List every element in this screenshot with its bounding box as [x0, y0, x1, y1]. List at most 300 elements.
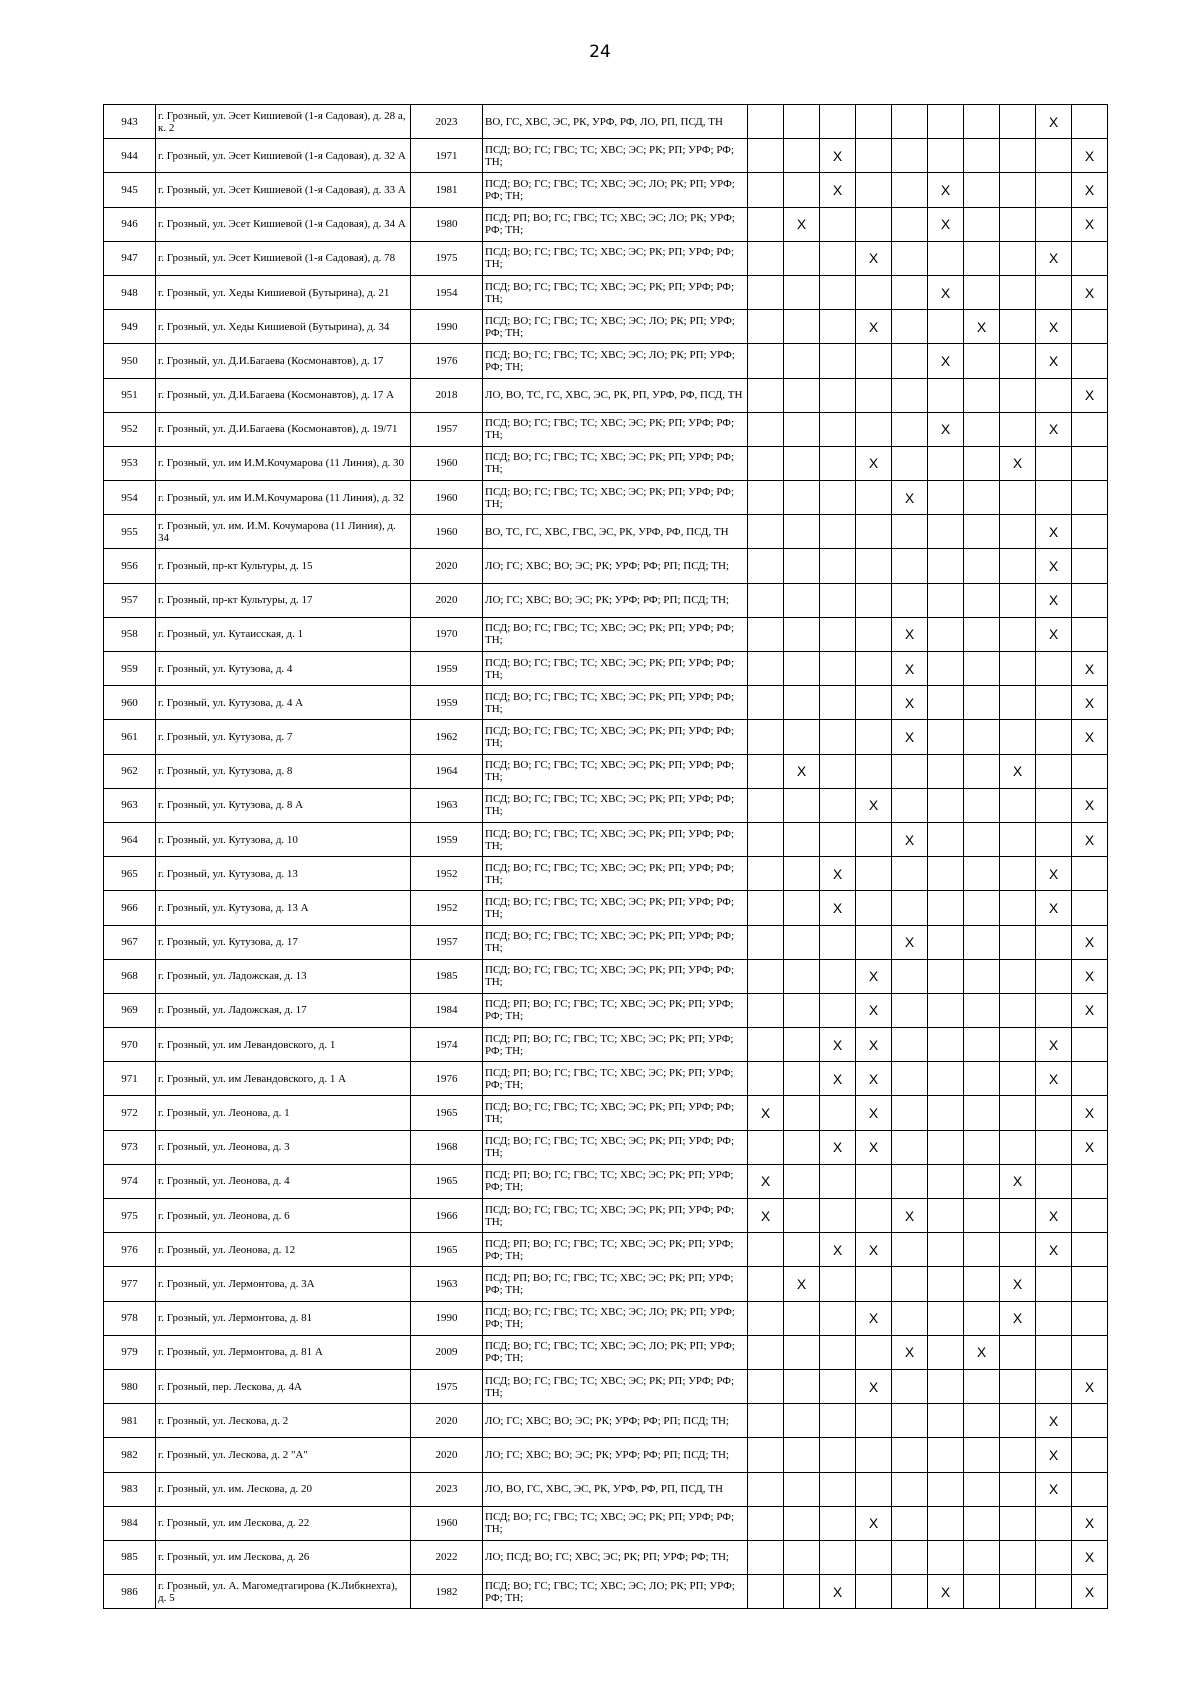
table-row: [104, 1267, 1108, 1301]
row-address: г. Грозный, ул. им И.М.Кочумарова (11 Линия), д. 30: [156, 446, 411, 480]
mark-cell-8: [1000, 378, 1036, 412]
row-number: 969: [104, 993, 156, 1027]
mark-cell-7: [964, 412, 1000, 446]
mark-cell-3: X: [820, 173, 856, 207]
mark-cell-4: [856, 344, 892, 378]
mark-cell-10: X: [1072, 788, 1108, 822]
mark-cell-1: [748, 378, 784, 412]
mark-cell-1: [748, 139, 784, 173]
mark-cell-9: [1036, 925, 1072, 959]
mark-cell-7: [964, 686, 1000, 720]
row-number: 968: [104, 959, 156, 993]
mark-cell-7: [964, 549, 1000, 583]
row-number: 986: [104, 1575, 156, 1609]
mark-cell-7: [964, 1062, 1000, 1096]
row-number: 952: [104, 412, 156, 446]
row-services: ПСД; ВО; ГС; ГВС; ТС; ХВС; ЭС; РК; РП; УРФ; РФ; ТН;: [483, 412, 748, 446]
mark-cell-5: [892, 310, 928, 344]
mark-cell-5: [892, 412, 928, 446]
row-number: 983: [104, 1472, 156, 1506]
mark-cell-4: [856, 1164, 892, 1198]
mark-cell-5: [892, 1028, 928, 1062]
mark-cell-3: [820, 1472, 856, 1506]
row-services: ЛО, ВО, ГС, ХВС, ЭС, РК, УРФ, РФ, РП, ПСД, ТН: [483, 1472, 748, 1506]
mark-cell-9: X: [1036, 1199, 1072, 1233]
mark-cell-6: [928, 1472, 964, 1506]
mark-cell-5: [892, 241, 928, 275]
mark-cell-8: [1000, 583, 1036, 617]
mark-cell-3: [820, 1096, 856, 1130]
row-number: 974: [104, 1164, 156, 1198]
mark-cell-2: [784, 241, 820, 275]
mark-cell-8: [1000, 275, 1036, 309]
row-address: г. Грозный, ул. Кутузова, д. 10: [156, 822, 411, 856]
mark-cell-1: [748, 1130, 784, 1164]
mark-cell-1: [748, 275, 784, 309]
row-number: 949: [104, 310, 156, 344]
table-row: [104, 1096, 1108, 1130]
mark-cell-7: [964, 1540, 1000, 1574]
mark-cell-8: [1000, 412, 1036, 446]
row-year: 1959: [411, 652, 483, 686]
page-number: 24: [589, 42, 611, 62]
mark-cell-4: X: [856, 959, 892, 993]
mark-cell-5: [892, 1472, 928, 1506]
mark-cell-7: [964, 1438, 1000, 1472]
row-year: 1974: [411, 1028, 483, 1062]
row-address: г. Грозный, ул. им Лескова, д. 22: [156, 1506, 411, 1540]
mark-cell-7: [964, 720, 1000, 754]
mark-cell-7: [964, 652, 1000, 686]
table-row: [104, 720, 1108, 754]
mark-cell-7: [964, 1369, 1000, 1403]
mark-cell-2: [784, 1301, 820, 1335]
mark-cell-1: [748, 583, 784, 617]
row-year: 1965: [411, 1233, 483, 1267]
mark-cell-3: [820, 959, 856, 993]
mark-cell-4: [856, 139, 892, 173]
mark-cell-8: [1000, 1199, 1036, 1233]
row-services: ПСД; ВО; ГС; ГВС; ТС; ХВС; ЭС; РК; РП; УРФ; РФ; ТН;: [483, 925, 748, 959]
mark-cell-10: [1072, 549, 1108, 583]
row-address: г. Грозный, ул. Эсет Кишиевой (1-я Садовая), д. 32 А: [156, 139, 411, 173]
mark-cell-2: [784, 720, 820, 754]
table-row: [104, 959, 1108, 993]
mark-cell-2: [784, 617, 820, 651]
mark-cell-4: [856, 207, 892, 241]
mark-cell-10: X: [1072, 1506, 1108, 1540]
mark-cell-2: [784, 344, 820, 378]
row-year: 1959: [411, 686, 483, 720]
mark-cell-10: [1072, 1335, 1108, 1369]
mark-cell-7: [964, 1096, 1000, 1130]
row-services: ПСД; ВО; ГС; ГВС; ТС; ХВС; ЭС; РК; РП; УРФ; РФ; ТН;: [483, 481, 748, 515]
mark-cell-4: [856, 925, 892, 959]
mark-cell-8: [1000, 959, 1036, 993]
table-row: [104, 857, 1108, 891]
table-row: [104, 925, 1108, 959]
mark-cell-4: [856, 1335, 892, 1369]
row-address: г. Грозный, пр-кт Культуры, д. 17: [156, 583, 411, 617]
table-row: [104, 1062, 1108, 1096]
mark-cell-3: [820, 275, 856, 309]
row-address: г. Грозный, ул. Лермонтова, д. 81 А: [156, 1335, 411, 1369]
mark-cell-4: [856, 412, 892, 446]
mark-cell-10: [1072, 344, 1108, 378]
mark-cell-9: [1036, 686, 1072, 720]
table-row: [104, 241, 1108, 275]
mark-cell-6: [928, 378, 964, 412]
row-address: г. Грозный, ул. Кутузова, д. 4: [156, 652, 411, 686]
mark-cell-2: [784, 788, 820, 822]
table-row: [104, 1335, 1108, 1369]
row-address: г. Грозный, пер. Лескова, д. 4А: [156, 1369, 411, 1403]
mark-cell-3: [820, 925, 856, 959]
mark-cell-6: [928, 310, 964, 344]
mark-cell-5: X: [892, 652, 928, 686]
mark-cell-6: [928, 959, 964, 993]
row-address: г. Грозный, ул. Кутузова, д. 13: [156, 857, 411, 891]
mark-cell-1: [748, 549, 784, 583]
mark-cell-7: [964, 446, 1000, 480]
row-services: ПСД; ВО; ГС; ГВС; ТС; ХВС; ЭС; РК; РП; УРФ; РФ; ТН;: [483, 1130, 748, 1164]
row-address: г. Грозный, ул. Кутаисская, д. 1: [156, 617, 411, 651]
mark-cell-1: [748, 446, 784, 480]
mark-cell-6: [928, 822, 964, 856]
row-year: 1968: [411, 1130, 483, 1164]
mark-cell-4: [856, 754, 892, 788]
mark-cell-2: [784, 105, 820, 139]
row-services: ПСД; ВО; ГС; ГВС; ТС; ХВС; ЭС; РК; РП; УРФ; РФ; ТН;: [483, 686, 748, 720]
mark-cell-6: [928, 788, 964, 822]
mark-cell-5: X: [892, 481, 928, 515]
mark-cell-5: X: [892, 720, 928, 754]
mark-cell-8: [1000, 1335, 1036, 1369]
row-number: 947: [104, 241, 156, 275]
mark-cell-1: [748, 857, 784, 891]
mark-cell-8: [1000, 993, 1036, 1027]
mark-cell-9: [1036, 1267, 1072, 1301]
mark-cell-1: [748, 993, 784, 1027]
mark-cell-8: [1000, 652, 1036, 686]
mark-cell-9: [1036, 378, 1072, 412]
row-address: г. Грозный, ул. Кутузова, д. 7: [156, 720, 411, 754]
mark-cell-3: [820, 241, 856, 275]
mark-cell-5: [892, 207, 928, 241]
row-number: 971: [104, 1062, 156, 1096]
mark-cell-5: [892, 1438, 928, 1472]
mark-cell-4: [856, 583, 892, 617]
mark-cell-5: [892, 344, 928, 378]
mark-cell-4: [856, 1199, 892, 1233]
mark-cell-4: [856, 822, 892, 856]
table-row: [104, 515, 1108, 549]
mark-cell-10: X: [1072, 1540, 1108, 1574]
mark-cell-1: [748, 959, 784, 993]
mark-cell-1: [748, 412, 784, 446]
mark-cell-4: X: [856, 310, 892, 344]
mark-cell-2: [784, 1369, 820, 1403]
mark-cell-10: [1072, 857, 1108, 891]
row-address: г. Грозный, ул. Хеды Кишиевой (Бутырина), д. 34: [156, 310, 411, 344]
mark-cell-2: [784, 686, 820, 720]
mark-cell-7: [964, 1575, 1000, 1609]
mark-cell-1: [748, 1472, 784, 1506]
mark-cell-1: [748, 822, 784, 856]
mark-cell-6: [928, 481, 964, 515]
mark-cell-4: X: [856, 1096, 892, 1130]
row-services: ПСД; ВО; ГС; ГВС; ТС; ХВС; ЭС; РК; РП; УРФ; РФ; ТН;: [483, 275, 748, 309]
mark-cell-8: [1000, 788, 1036, 822]
mark-cell-5: [892, 993, 928, 1027]
row-address: г. Грозный, ул. Кутузова, д. 8 А: [156, 788, 411, 822]
row-year: 1990: [411, 310, 483, 344]
mark-cell-9: [1036, 959, 1072, 993]
mark-cell-7: [964, 1130, 1000, 1164]
table-row: [104, 207, 1108, 241]
row-year: 1959: [411, 822, 483, 856]
mark-cell-2: [784, 378, 820, 412]
mark-cell-4: [856, 857, 892, 891]
mark-cell-4: [856, 1575, 892, 1609]
mark-cell-2: [784, 1062, 820, 1096]
row-year: 1957: [411, 925, 483, 959]
row-services: ПСД; ВО; ГС; ГВС; ТС; ХВС; ЭС; РК; РП; УРФ; РФ; ТН;: [483, 652, 748, 686]
mark-cell-10: [1072, 241, 1108, 275]
mark-cell-10: X: [1072, 207, 1108, 241]
mark-cell-8: [1000, 925, 1036, 959]
mark-cell-10: [1072, 412, 1108, 446]
mark-cell-9: [1036, 207, 1072, 241]
table-row: [104, 446, 1108, 480]
table-row: [104, 1472, 1108, 1506]
table-row: [104, 549, 1108, 583]
mark-cell-7: [964, 515, 1000, 549]
mark-cell-9: [1036, 139, 1072, 173]
mark-cell-9: [1036, 173, 1072, 207]
row-year: 1975: [411, 1369, 483, 1403]
mark-cell-9: [1036, 993, 1072, 1027]
row-number: 980: [104, 1369, 156, 1403]
mark-cell-5: [892, 139, 928, 173]
mark-cell-5: X: [892, 822, 928, 856]
row-services: ПСД; ВО; ГС; ГВС; ТС; ХВС; ЭС; РК; РП; УРФ; РФ; ТН;: [483, 822, 748, 856]
mark-cell-1: [748, 1438, 784, 1472]
mark-cell-8: X: [1000, 1301, 1036, 1335]
mark-cell-3: [820, 686, 856, 720]
mark-cell-2: [784, 959, 820, 993]
row-number: 966: [104, 891, 156, 925]
row-number: 981: [104, 1404, 156, 1438]
mark-cell-10: [1072, 515, 1108, 549]
row-year: 1965: [411, 1096, 483, 1130]
mark-cell-8: [1000, 1130, 1036, 1164]
mark-cell-8: [1000, 720, 1036, 754]
row-number: 964: [104, 822, 156, 856]
row-services: ПСД; ВО; ГС; ГВС; ТС; ХВС; ЭС; РК; РП; УРФ; РФ; ТН;: [483, 446, 748, 480]
mark-cell-9: X: [1036, 105, 1072, 139]
mark-cell-9: X: [1036, 241, 1072, 275]
mark-cell-2: [784, 1199, 820, 1233]
mark-cell-8: X: [1000, 446, 1036, 480]
mark-cell-3: X: [820, 1130, 856, 1164]
table-row: [104, 686, 1108, 720]
row-year: 1954: [411, 275, 483, 309]
mark-cell-4: X: [856, 1130, 892, 1164]
mark-cell-10: [1072, 1301, 1108, 1335]
row-number: 984: [104, 1506, 156, 1540]
mark-cell-9: X: [1036, 310, 1072, 344]
mark-cell-8: [1000, 1506, 1036, 1540]
row-number: 973: [104, 1130, 156, 1164]
mark-cell-3: [820, 1199, 856, 1233]
mark-cell-10: [1072, 1062, 1108, 1096]
mark-cell-5: [892, 549, 928, 583]
mark-cell-3: [820, 617, 856, 651]
mark-cell-1: [748, 1404, 784, 1438]
mark-cell-7: [964, 617, 1000, 651]
mark-cell-2: [784, 515, 820, 549]
row-services: ПСД; ВО; ГС; ГВС; ТС; ХВС; ЭС; ЛО; РК; РП; УРФ; РФ; ТН;: [483, 310, 748, 344]
mark-cell-2: [784, 1438, 820, 1472]
mark-cell-3: [820, 446, 856, 480]
mark-cell-1: [748, 652, 784, 686]
row-address: г. Грозный, ул. им. Лескова, д. 20: [156, 1472, 411, 1506]
mark-cell-3: X: [820, 1028, 856, 1062]
row-address: г. Грозный, ул. Лескова, д. 2 "А": [156, 1438, 411, 1472]
mark-cell-1: [748, 891, 784, 925]
mark-cell-2: X: [784, 754, 820, 788]
mark-cell-1: [748, 1540, 784, 1574]
mark-cell-9: [1036, 1575, 1072, 1609]
row-services: ЛО, ВО, ТС, ГС, ХВС, ЭС, РК, РП, УРФ, РФ, ПСД, ТН: [483, 378, 748, 412]
mark-cell-10: X: [1072, 993, 1108, 1027]
mark-cell-8: [1000, 481, 1036, 515]
row-address: г. Грозный, ул. Эсет Кишиевой (1-я Садовая), д. 28 а, к. 2: [156, 105, 411, 139]
row-number: 972: [104, 1096, 156, 1130]
row-year: 1960: [411, 1506, 483, 1540]
row-services: ПСД; ВО; ГС; ГВС; ТС; ХВС; ЭС; РК; РП; УРФ; РФ; ТН;: [483, 959, 748, 993]
table-row: [104, 788, 1108, 822]
mark-cell-9: X: [1036, 891, 1072, 925]
mark-cell-1: [748, 105, 784, 139]
row-year: 1964: [411, 754, 483, 788]
mark-cell-2: [784, 925, 820, 959]
mark-cell-3: [820, 788, 856, 822]
row-year: 1952: [411, 891, 483, 925]
mark-cell-9: [1036, 788, 1072, 822]
mark-cell-2: [784, 1404, 820, 1438]
table-row: [104, 481, 1108, 515]
mark-cell-6: [928, 1096, 964, 1130]
table-row: [104, 822, 1108, 856]
row-number: 963: [104, 788, 156, 822]
mark-cell-5: [892, 1506, 928, 1540]
mark-cell-10: [1072, 1028, 1108, 1062]
mark-cell-2: X: [784, 207, 820, 241]
row-address: г. Грозный, ул. Кутузова, д. 8: [156, 754, 411, 788]
table-row: [104, 583, 1108, 617]
mark-cell-10: [1072, 1233, 1108, 1267]
row-year: 1975: [411, 241, 483, 275]
mark-cell-10: [1072, 1472, 1108, 1506]
mark-cell-3: [820, 1267, 856, 1301]
mark-cell-4: [856, 891, 892, 925]
housing-program-table: [103, 104, 1108, 1609]
mark-cell-10: X: [1072, 1575, 1108, 1609]
mark-cell-6: [928, 1438, 964, 1472]
row-address: г. Грозный, ул. А. Магомедтагирова (К.Либкнехта), д. 5: [156, 1575, 411, 1609]
mark-cell-10: [1072, 617, 1108, 651]
mark-cell-7: [964, 275, 1000, 309]
mark-cell-4: [856, 549, 892, 583]
mark-cell-5: X: [892, 1199, 928, 1233]
mark-cell-3: [820, 207, 856, 241]
row-services: ПСД; ВО; ГС; ГВС; ТС; ХВС; ЭС; РК; РП; УРФ; РФ; ТН;: [483, 891, 748, 925]
row-address: г. Грозный, ул. Ладожская, д. 17: [156, 993, 411, 1027]
mark-cell-1: [748, 1575, 784, 1609]
mark-cell-1: [748, 1369, 784, 1403]
table-row: [104, 344, 1108, 378]
mark-cell-10: X: [1072, 720, 1108, 754]
mark-cell-8: [1000, 139, 1036, 173]
mark-cell-3: [820, 515, 856, 549]
mark-cell-5: [892, 1096, 928, 1130]
mark-cell-6: [928, 720, 964, 754]
table-row: [104, 1028, 1108, 1062]
row-address: г. Грозный, ул. Эсет Кишиевой (1-я Садовая), д. 33 А: [156, 173, 411, 207]
mark-cell-8: [1000, 1438, 1036, 1472]
mark-cell-3: [820, 1404, 856, 1438]
mark-cell-3: [820, 481, 856, 515]
mark-cell-8: [1000, 1540, 1036, 1574]
mark-cell-7: [964, 822, 1000, 856]
mark-cell-10: X: [1072, 652, 1108, 686]
row-number: 959: [104, 652, 156, 686]
row-year: 1963: [411, 788, 483, 822]
mark-cell-6: X: [928, 1575, 964, 1609]
mark-cell-8: [1000, 1062, 1036, 1096]
mark-cell-6: [928, 1404, 964, 1438]
mark-cell-1: [748, 481, 784, 515]
row-services: ВО, ТС, ГС, ХВС, ГВС, ЭС, РК, УРФ, РФ, ПСД, ТН: [483, 515, 748, 549]
row-year: 1960: [411, 515, 483, 549]
mark-cell-8: [1000, 310, 1036, 344]
mark-cell-3: [820, 378, 856, 412]
row-number: 943: [104, 105, 156, 139]
row-number: 944: [104, 139, 156, 173]
row-services: ПСД; ВО; ГС; ГВС; ТС; ХВС; ЭС; РК; РП; УРФ; РФ; ТН;: [483, 720, 748, 754]
table-row: [104, 652, 1108, 686]
mark-cell-10: [1072, 310, 1108, 344]
mark-cell-8: [1000, 686, 1036, 720]
mark-cell-10: [1072, 1199, 1108, 1233]
mark-cell-3: [820, 1335, 856, 1369]
table-row: [104, 1404, 1108, 1438]
mark-cell-9: X: [1036, 1404, 1072, 1438]
mark-cell-3: X: [820, 891, 856, 925]
mark-cell-6: [928, 1233, 964, 1267]
mark-cell-6: [928, 1062, 964, 1096]
row-services: ПСД; ВО; ГС; ГВС; ТС; ХВС; ЭС; РК; РП; УРФ; РФ; ТН;: [483, 1506, 748, 1540]
mark-cell-10: [1072, 1404, 1108, 1438]
row-year: 2020: [411, 1438, 483, 1472]
row-number: 970: [104, 1028, 156, 1062]
row-year: 1980: [411, 207, 483, 241]
mark-cell-5: [892, 1575, 928, 1609]
row-year: 2023: [411, 105, 483, 139]
mark-cell-10: X: [1072, 1130, 1108, 1164]
